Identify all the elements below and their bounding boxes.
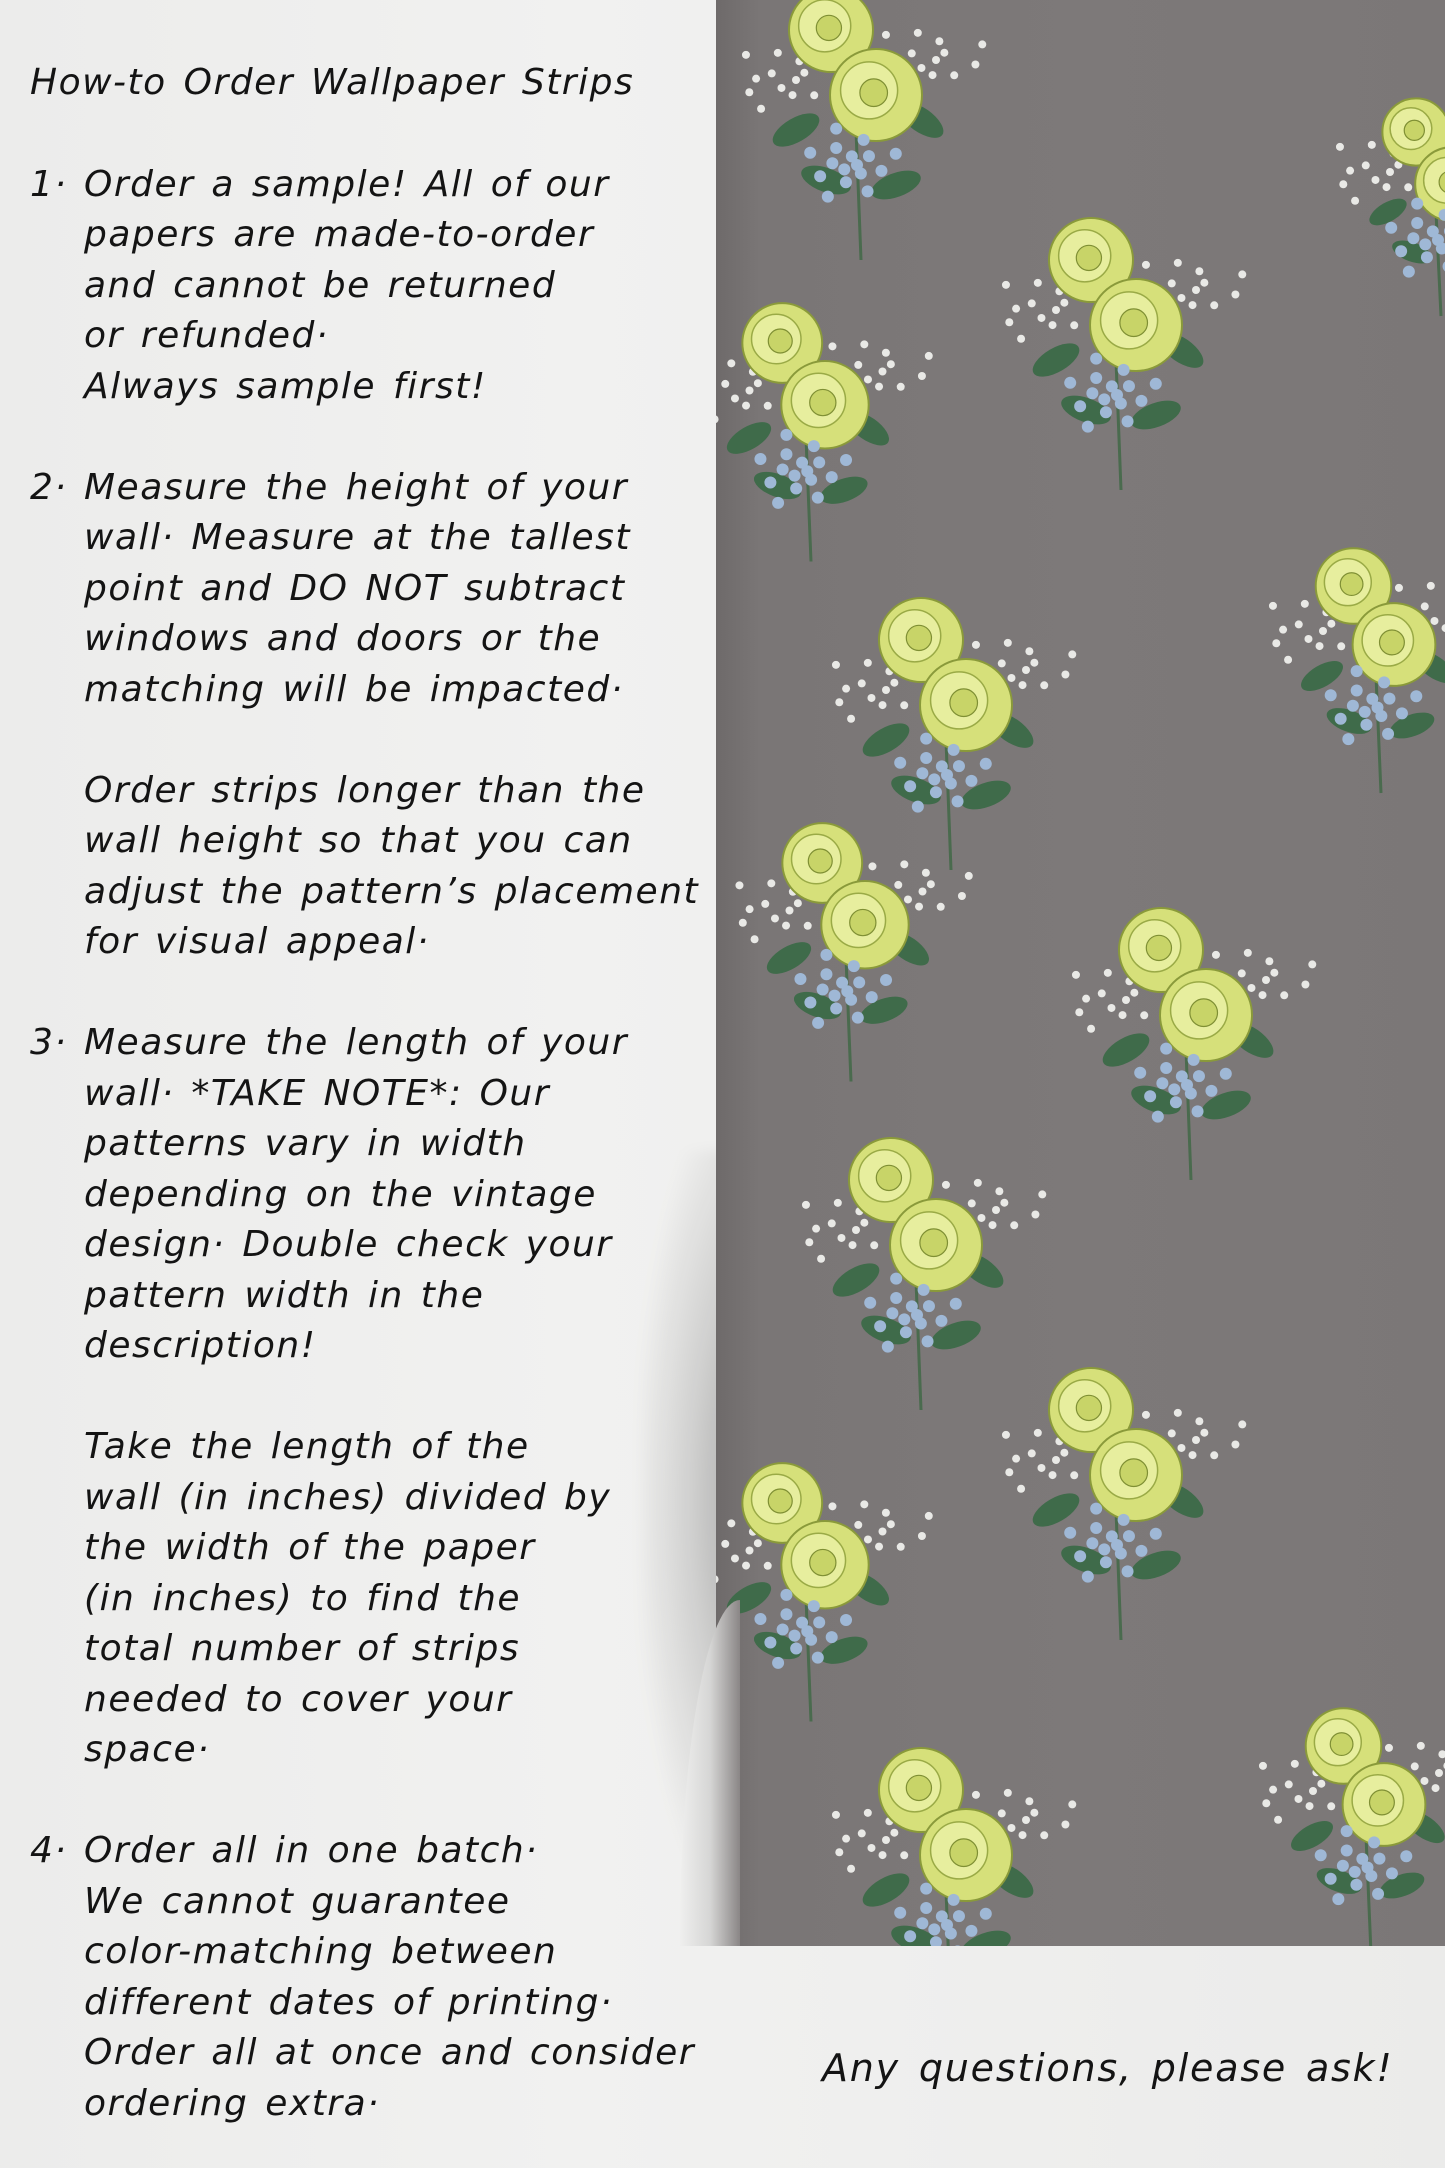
floral-bouquet <box>1002 1368 1246 1640</box>
floral-bouquet <box>1269 548 1445 793</box>
step-text-line: ordering extra· <box>84 2082 381 2124</box>
floral-bouquet <box>1002 218 1246 490</box>
step-text-line: We cannot guarantee <box>84 1880 511 1922</box>
step-text-line: Order all at once and consider <box>84 2032 696 2073</box>
step-text-line: windows and doors or the <box>84 618 602 659</box>
step-text-line: the width of the paper <box>84 1527 536 1568</box>
step-text-line: papers are made-to-order <box>84 214 595 255</box>
step-text-line: design· Double check your <box>84 1224 613 1265</box>
floral-bouquet <box>742 0 986 260</box>
floral-pattern <box>716 0 1445 1946</box>
step-text-line: Measure the height of your <box>84 466 629 508</box>
step-text-line: Order all in one batch· <box>84 1830 539 1871</box>
floral-bouquet <box>716 1463 933 1721</box>
paragraph-gap <box>84 715 720 766</box>
step-text-line: or refunded· <box>84 315 329 356</box>
step-text-line: pattern width in the <box>84 1274 485 1316</box>
step-text-line: color-matching between <box>84 1931 558 1972</box>
step-text-line: description! <box>84 1325 317 1366</box>
step-1 <box>30 160 720 413</box>
step-text-line: for visual appeal· <box>84 921 430 962</box>
step-4 <box>30 1826 720 2129</box>
step-gap <box>30 968 720 1019</box>
step-text-line: Order strips longer than the <box>84 769 646 811</box>
wallpaper-strip <box>716 0 1445 1946</box>
step-text-line: wall height so that you can <box>84 820 633 861</box>
step-text-line: wall (in inches) divided by <box>84 1476 612 1518</box>
step-text-line: depending on the vintage <box>84 1173 597 1215</box>
step-gap <box>30 412 720 463</box>
paragraph-gap <box>84 1372 720 1423</box>
step-text-line: wall· Measure at the tallest <box>84 517 631 558</box>
step-text-line: total number of strips <box>84 1628 521 1669</box>
step-text-line: point and DO NOT subtract <box>84 567 626 609</box>
page-title: How-to Order Wallpaper Strips <box>30 62 635 103</box>
step-text-line: adjust the pattern’s placement <box>84 870 700 912</box>
instructions-panel <box>30 58 720 2129</box>
step-number: 3· <box>30 1022 68 1063</box>
step-number: 2· <box>30 466 68 508</box>
floral-bouquet <box>1336 98 1445 316</box>
floral-bouquet <box>716 303 933 561</box>
step-number: 4· <box>30 1830 68 1871</box>
step-text-line: (in inches) to find the <box>84 1577 522 1619</box>
floral-bouquet <box>832 598 1076 870</box>
step-3 <box>30 1018 720 1776</box>
floral-bouquet <box>735 823 972 1081</box>
step-text-line: space· <box>84 1729 211 1770</box>
step-text-line: and cannot be returned <box>84 264 557 306</box>
step-number: 1· <box>30 163 68 205</box>
closing-note: Any questions, please ask! <box>822 2046 1394 2090</box>
floral-bouquet <box>832 1748 1076 1946</box>
step-text-line: different dates of printing· <box>84 1981 613 2023</box>
step-text-line: Always sample first! <box>84 365 487 407</box>
step-text-line: Measure the length of your <box>84 1022 629 1063</box>
step-gap <box>30 1776 720 1827</box>
step-text-line: needed to cover your <box>84 1678 513 1720</box>
steps-list <box>30 160 720 2130</box>
floral-bouquet <box>802 1138 1046 1410</box>
step-text-line: patterns vary in width <box>84 1123 527 1164</box>
step-text-line: matching will be impacted· <box>84 668 624 710</box>
step-2 <box>30 463 720 968</box>
step-text-line: Order a sample! All of our <box>84 163 610 205</box>
floral-bouquet <box>1072 908 1316 1180</box>
step-text-line: Take the length of the <box>84 1426 530 1467</box>
floral-bouquet <box>1259 1708 1445 1946</box>
step-text-line: wall· *TAKE NOTE*: Our <box>84 1072 551 1114</box>
